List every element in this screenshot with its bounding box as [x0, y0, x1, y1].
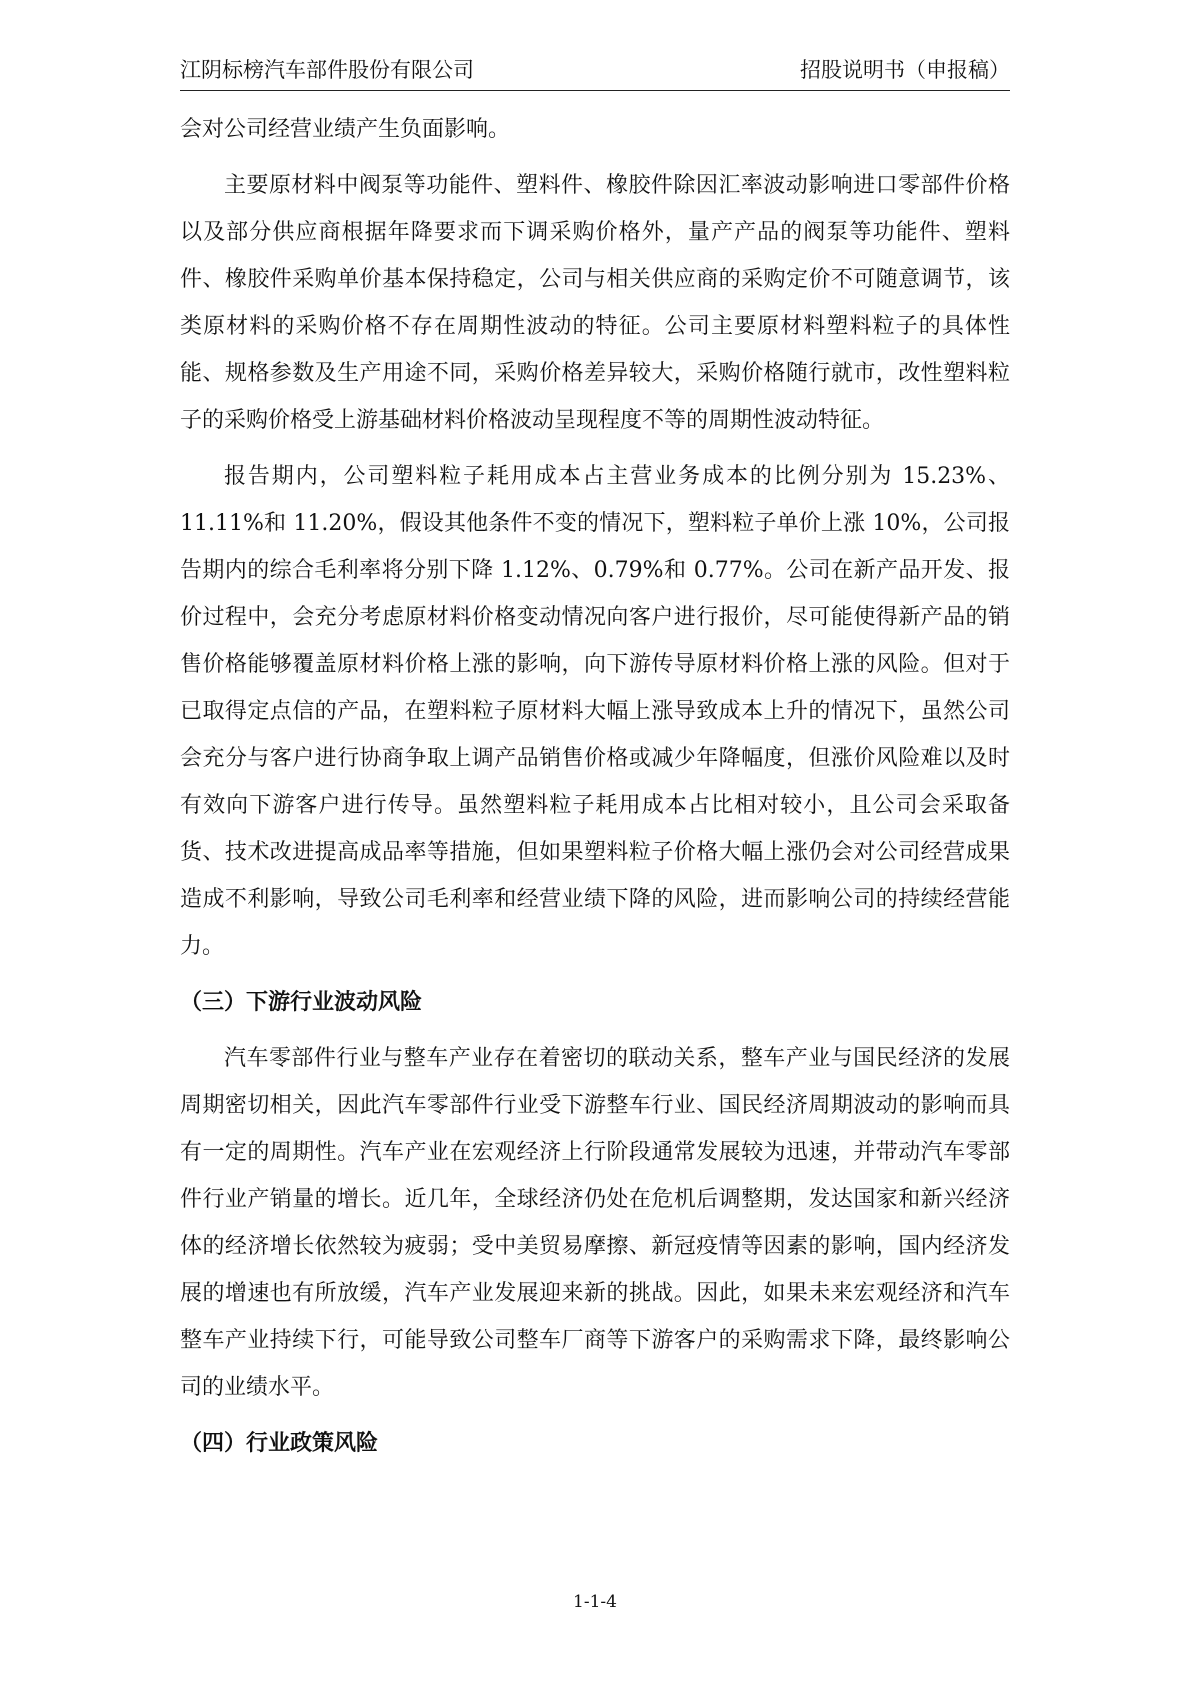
- paragraph-plastic-cost-sensitivity: 报告期内，公司塑料粒子耗用成本占主营业务成本的比例分别为 15.23%、11.11%和 11.20%，假设其他条件不变的情况下，塑料粒子单价上涨 10%，公司报告期内的综合毛利率将分别下降 1.12%、0.79%和 0.77%。公司在新产品开发、报价过程中，会充分考虑原材料价格变动情况向客户进行报价，尽可能使得新产品的销售价格能够覆盖原材料价格上涨的影响，向下游传导原材料价格上涨的风险。但对于已取得定点信的产品，在塑料粒子原材料大幅上涨导致成本上升的情况下，虽然公司会充分与客户进行协商争取上调产品销售价格或减少年降幅度，但涨价风险难以及时有效向下游客户进行传导。虽然塑料粒子耗用成本占比相对较小，且公司会采取备货、技术改进提高成品率等措施，但如果塑料粒子价格大幅上涨仍会对公司经营成果造成不利影响，导致公司毛利率和经营业绩下降的风险，进而影响公司的持续经营能力。: [180, 464, 1010, 959]
- header-company-name: 江阴标榜汽车部件股份有限公司: [180, 58, 474, 82]
- page-number: 1-1-4: [573, 1592, 617, 1612]
- paragraph-continuation: 会对公司经营业绩产生负面影响。: [180, 117, 511, 142]
- page-header: [180, 50, 1010, 91]
- header-document-type: 招股说明书（申报稿）: [800, 58, 1010, 82]
- section-heading-policy-risk: （四）行业政策风险: [180, 1431, 379, 1456]
- paragraph-downstream-risk: 汽车零部件行业与整车产业存在着密切的联动关系，整车产业与国民经济的发展周期密切相关，因此汽车零部件行业受下游整车行业、国民经济周期波动的影响而具有一定的周期性。汽车产业在宏观经济上行阶段通常发展较为迅速，并带动汽车零部件行业产销量的增长。近几年，全球经济仍处在危机后调整期，发达国家和新兴经济体的经济增长依然较为疲弱；受中美贸易摩擦、新冠疫情等因素的影响，国内经济发展的增速也有所放缓，汽车产业发展迎来新的挑战。因此，如果未来宏观经济和汽车整车产业持续下行，可能导致公司整车厂商等下游客户的采购需求下降，最终影响公司的业绩水平。: [180, 1046, 1010, 1400]
- paragraph-raw-material-pricing: 主要原材料中阀泵等功能件、塑料件、橡胶件除因汇率波动影响进口零部件价格以及部分供应商根据年降要求而下调采购价格外，量产产品的阀泵等功能件、塑料件、橡胶件采购单价基本保持稳定，公司与相关供应商的采购定价不可随意调节，该类原材料的采购价格不存在周期性波动的特征。公司主要原材料塑料粒子的具体性能、规格参数及生产用途不同，采购价格差异较大，采购价格随行就市，改性塑料粒子的采购价格受上游基础材料价格波动呈现程度不等的周期性波动特征。: [180, 173, 1010, 433]
- document-body: [180, 106, 1010, 1467]
- section-heading-downstream-risk: （三）下游行业波动风险: [180, 990, 423, 1015]
